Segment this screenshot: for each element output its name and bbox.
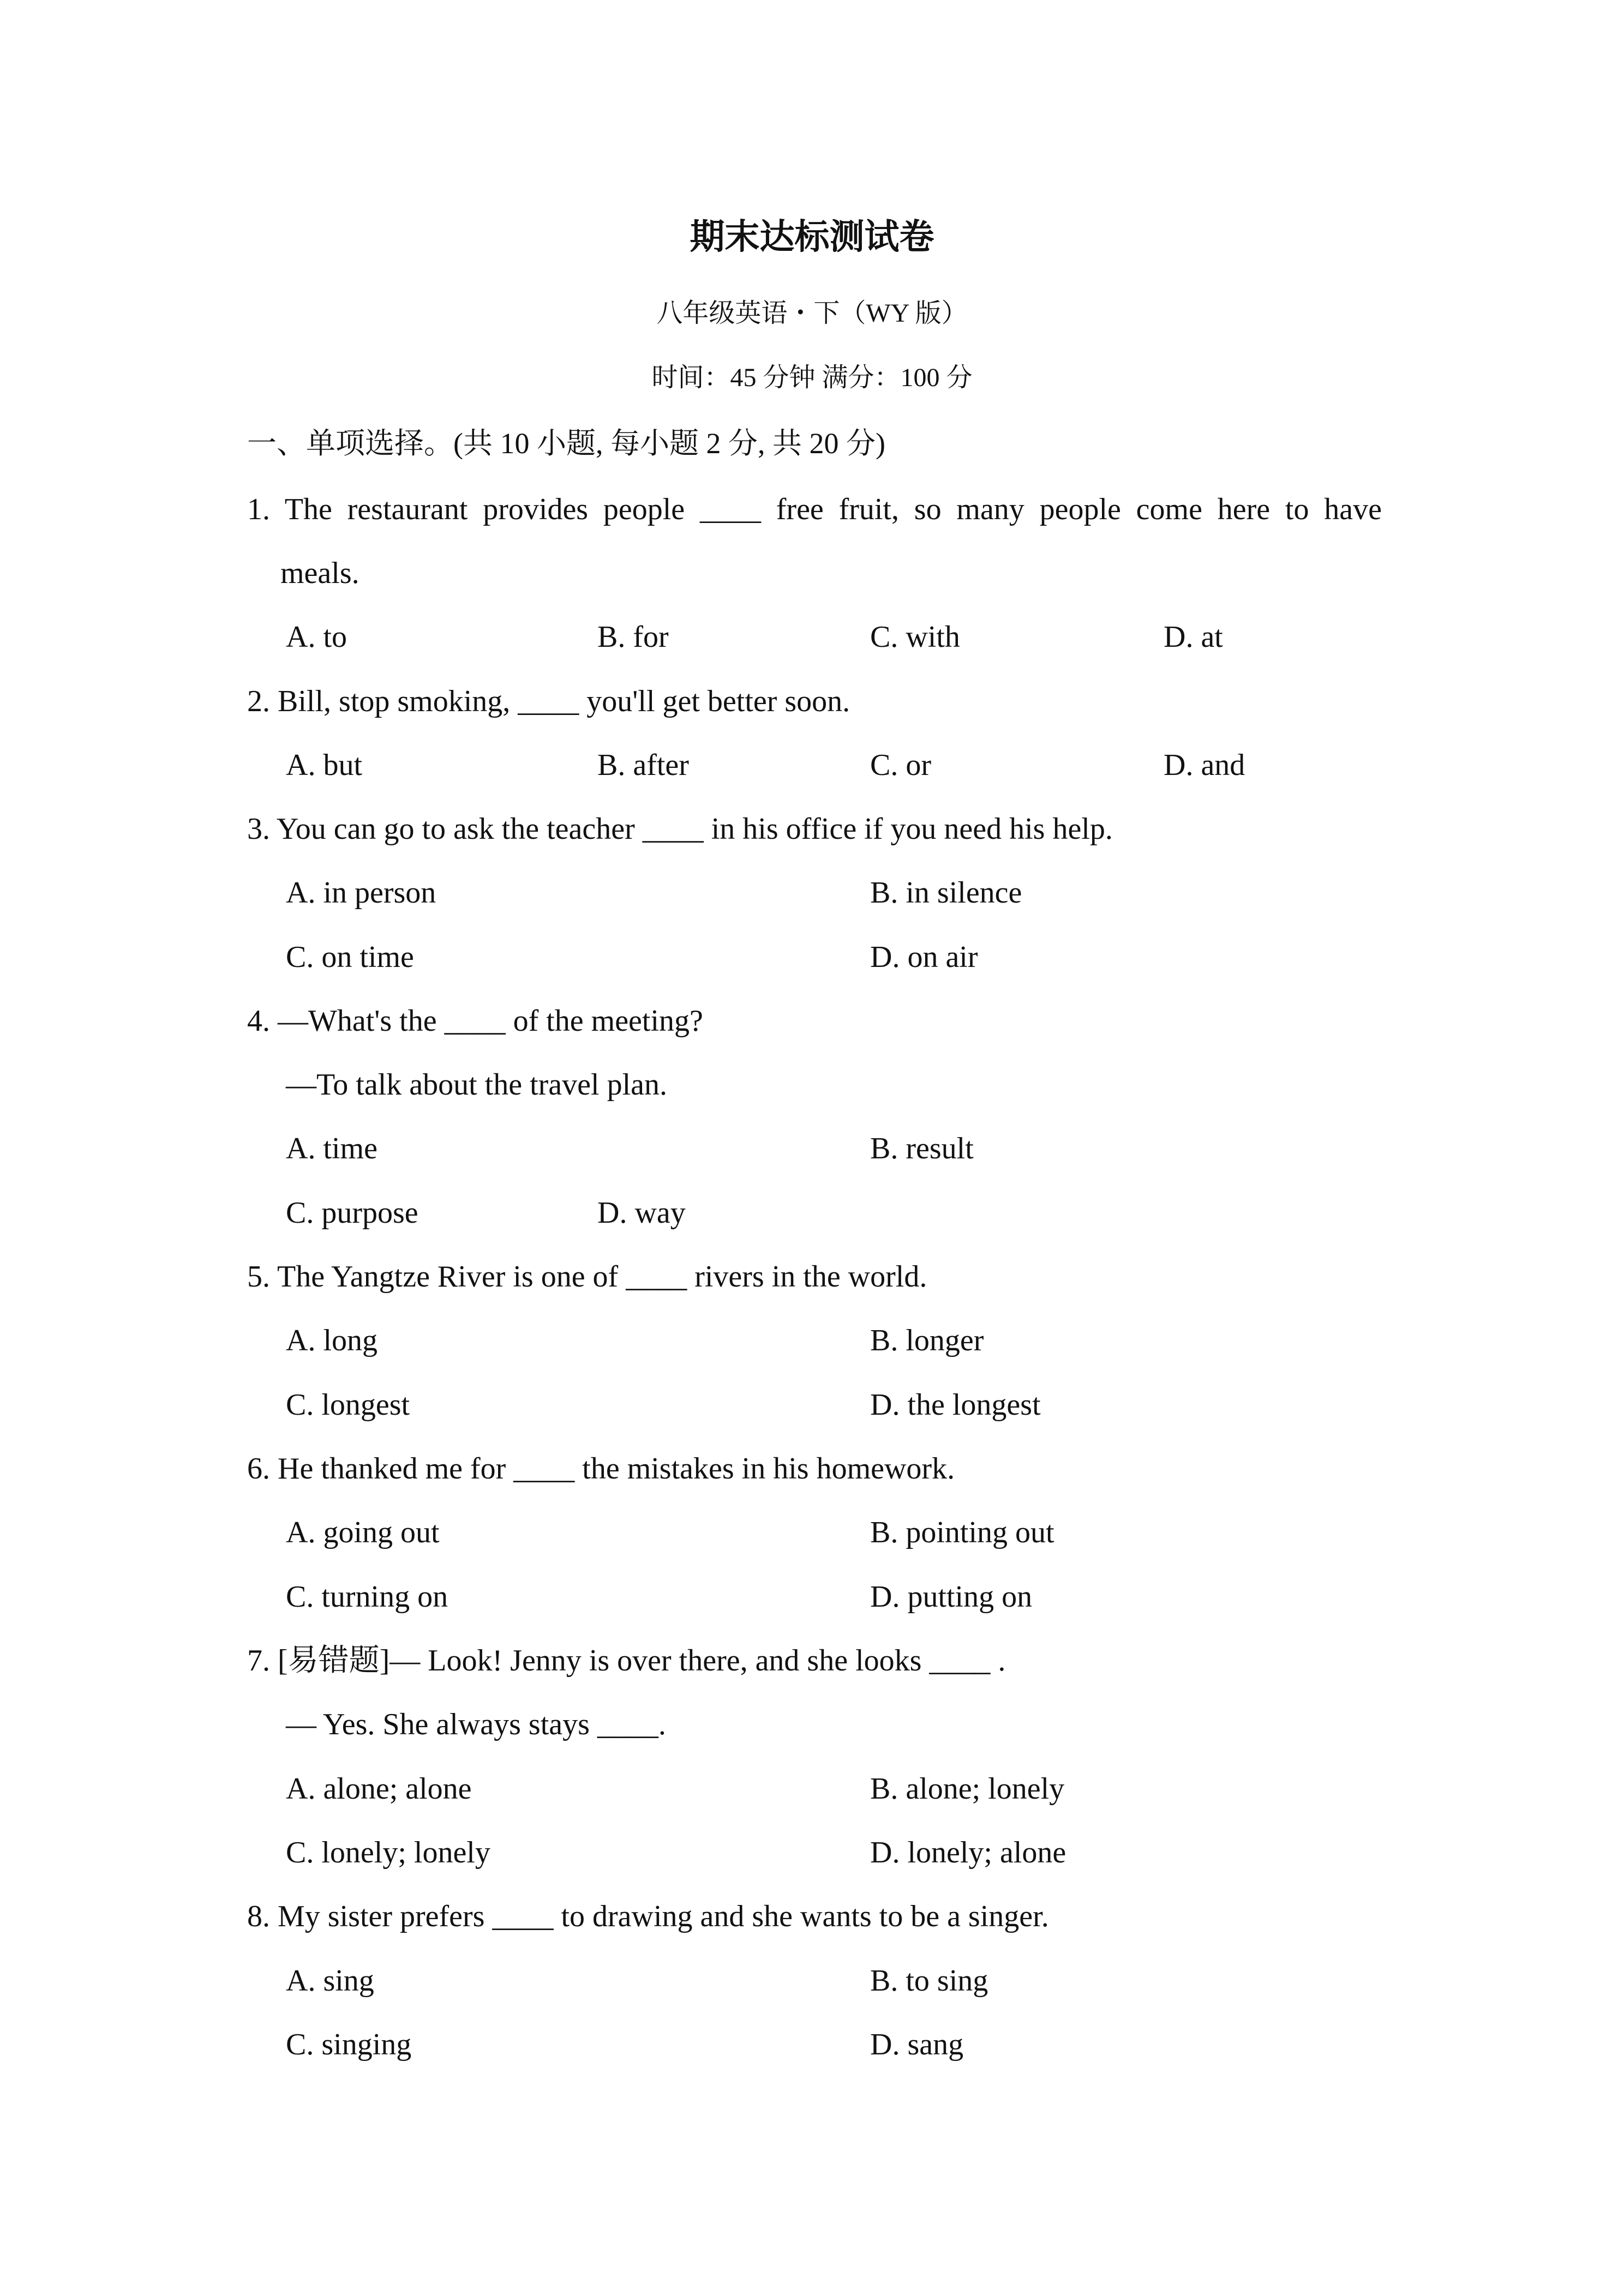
question-4-option-b: B. result [870,1132,974,1165]
question-3-option-b: B. in silence [870,876,1022,910]
question-1-option-d: D. at [1164,620,1223,654]
question-3-option-a: A. in person [286,876,436,910]
question-7-option-c: C. lonely; lonely [286,1836,490,1870]
question-1-stem: 1. The restaurant provides people ____ free fruit, so many people come here to have [247,492,1382,526]
question-8-option-b: B. to sing [870,1964,988,1998]
section-heading: 一、单项选择。(共 10 小题, 每小题 2 分, 共 20 分) [247,427,885,460]
question-3-stem: 3. You can go to ask the teacher ____ in his office if you need his help. [247,812,1113,846]
exam-title: 期末达标测试卷 [690,217,934,257]
question-1-stem-continued: meals. [280,556,359,590]
question-8-option-a: A. sing [286,1964,374,1998]
question-2-option-d: D. and [1164,748,1245,782]
question-3-option-c: C. on time [286,940,414,974]
question-5-option-a: A. long [286,1324,377,1357]
question-5-option-d: D. the longest [870,1388,1041,1422]
question-3-option-d: D. on air [870,940,978,974]
question-4-answer-line: —To talk about the travel plan. [286,1068,667,1102]
question-2-option-b: B. after [597,748,689,782]
question-2-option-a: A. but [286,748,362,782]
question-5-stem: 5. The Yangtze River is one of ____ rivers in the world. [247,1260,927,1294]
question-6-option-d: D. putting on [870,1580,1033,1614]
question-4-option-d: D. way [597,1196,686,1230]
question-5-option-c: C. longest [286,1388,410,1422]
question-1-option-b: B. for [597,620,669,654]
question-6-option-c: C. turning on [286,1580,448,1614]
question-8-option-c: C. singing [286,2028,412,2061]
question-4-option-a: A. time [286,1132,377,1165]
exam-subtitle: 八年级英语・下（WY 版） [656,299,968,328]
question-8-stem: 8. My sister prefers ____ to drawing and she wants to be a singer. [247,1900,1049,1933]
question-5-option-b: B. longer [870,1324,984,1357]
question-4-option-c: C. purpose [286,1196,418,1230]
question-4-stem: 4. —What's the ____ of the meeting? [247,1004,703,1038]
question-2-option-c: C. or [870,748,931,782]
question-7-stem: 7. [易错题]— Look! Jenny is over there, and she looks ____ . [247,1644,1006,1678]
question-6-stem: 6. He thanked me for ____ the mistakes in his homework. [247,1452,955,1486]
question-7-answer-line: — Yes. She always stays ____. [286,1708,666,1741]
question-7-option-d: D. lonely; alone [870,1836,1066,1870]
question-1-option-c: C. with [870,620,960,654]
question-6-option-b: B. pointing out [870,1516,1054,1549]
question-6-option-a: A. going out [286,1516,440,1549]
question-1-option-a: A. to [286,620,347,654]
question-2-stem: 2. Bill, stop smoking, ____ you'll get better soon. [247,684,850,718]
exam-time-info: 时间：45 分钟 满分：100 分 [651,363,973,392]
question-7-option-a: A. alone; alone [286,1772,472,1806]
question-7-option-b: B. alone; lonely [870,1772,1065,1806]
question-8-option-d: D. sang [870,2028,964,2061]
